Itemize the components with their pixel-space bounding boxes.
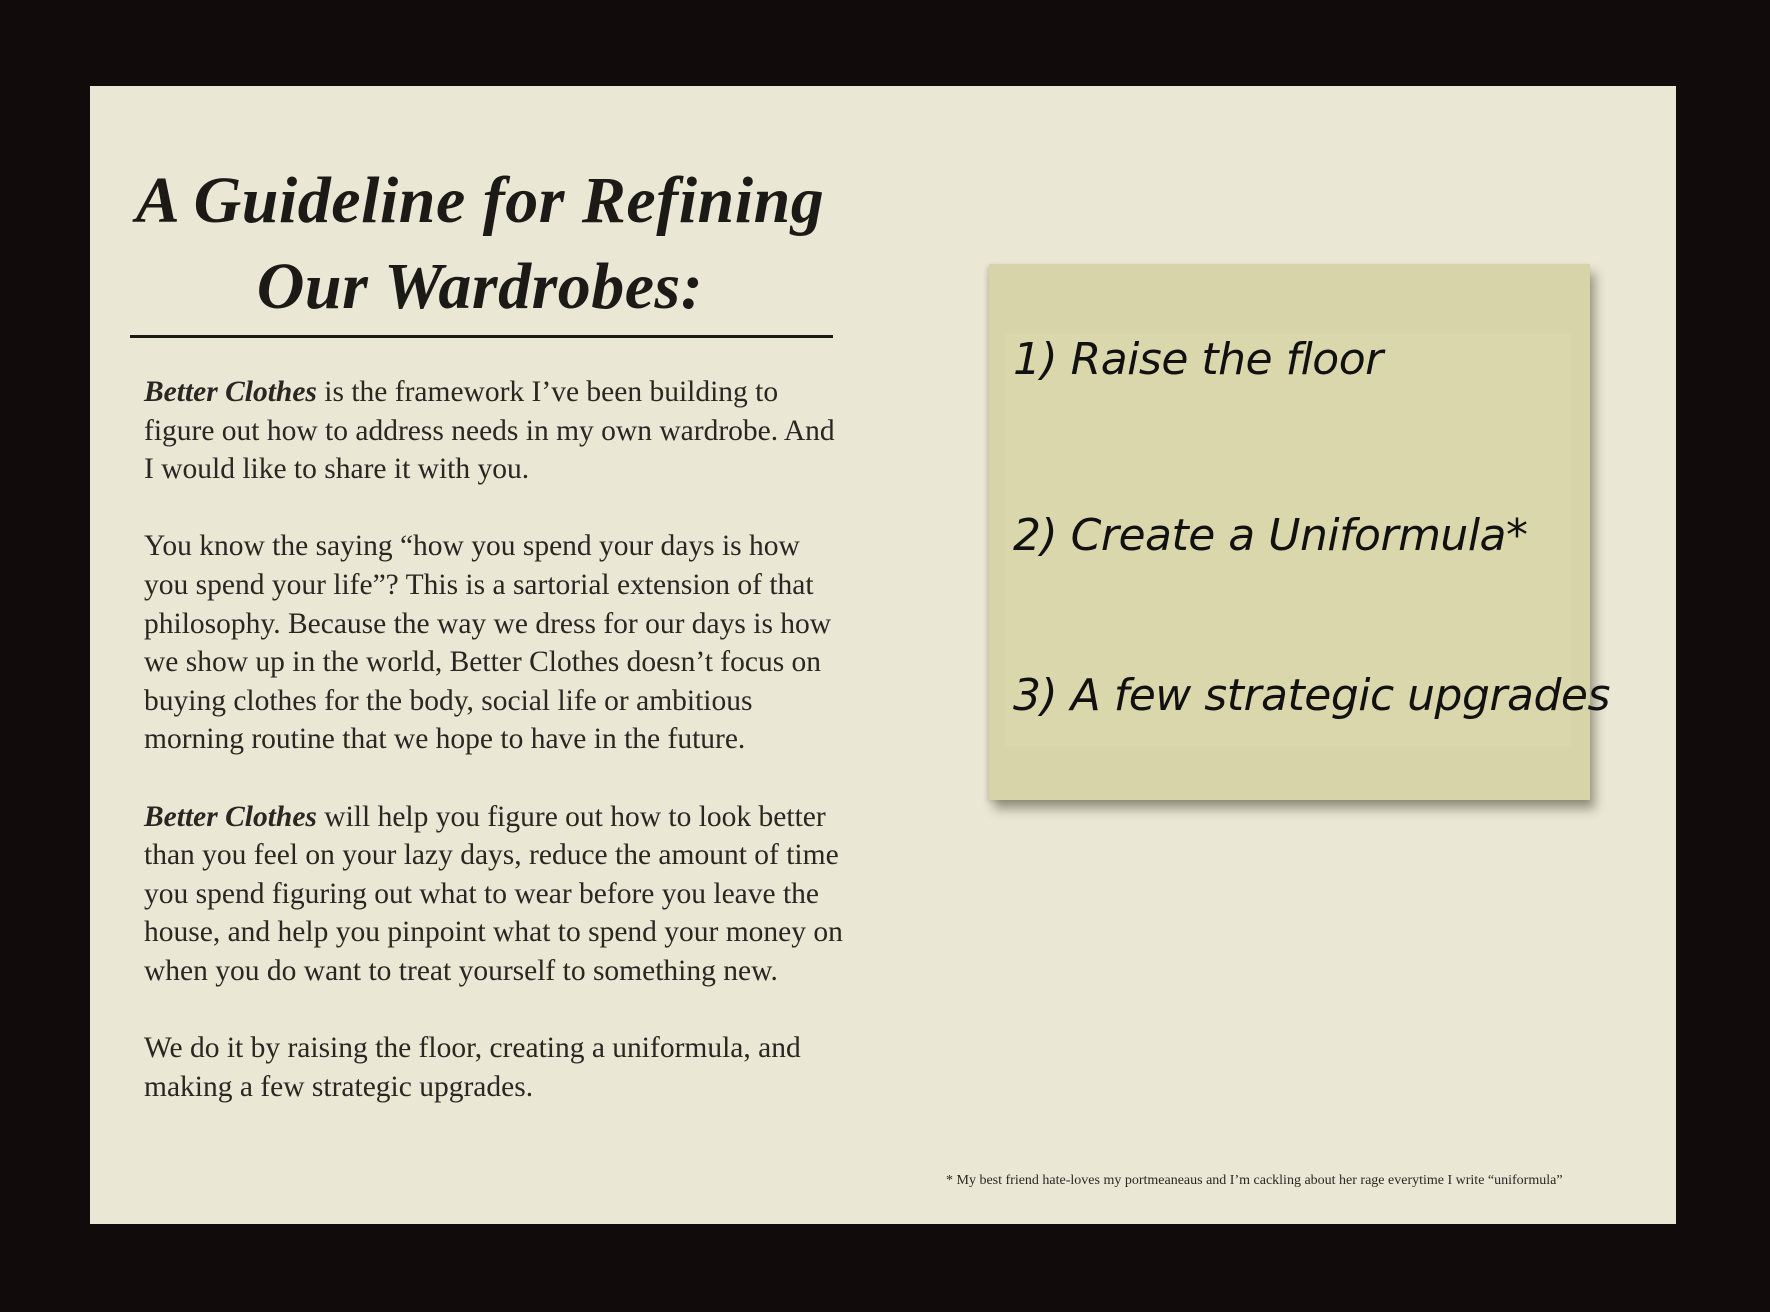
paragraph-method: We do it by raising the floor, creating a uniformula, and making a few strategic upgrades. — [144, 1032, 801, 1103]
paragraph-intro-text: is the framework I’ve been building to figure out how to address needs in my own wardrobe. And I would like to share it with you. — [144, 376, 835, 486]
paragraph-intro-emphasis: Better Clothes — [144, 376, 317, 408]
paragraph-intro — [144, 373, 844, 489]
paragraph-philosophy: You know the saying “how you spend your days is how you spend your life”? This is a sartorial extension of that philosophy. Because the way we dress for our days is how we show up in the world, Better Clothes doesn’t focus on buying clothes for the body, social life or ambitious morning routine that we hope to have in the future. — [144, 530, 832, 756]
title-line-1: A Guideline for Refining — [135, 164, 825, 237]
footnote: * My best friend hate-loves my portmeaneaus and I’m cackling about her rage everytime I write “uniformula” — [946, 1173, 1563, 1188]
sticky-note-item-3: 3) A few strategic upgrades — [1013, 670, 1610, 721]
sticky-note — [989, 264, 1610, 800]
sticky-note-item-1: 1) Raise the floor — [1013, 334, 1383, 385]
page-title — [130, 158, 830, 330]
paragraph-benefits-emphasis: Better Clothes — [144, 800, 317, 833]
paragraph-benefits-text: will help you figure out how to look better than you feel on your lazy days, reduce the amount of time you spend figuring out what to wear before you leave the house, and help you pinpoint what to spend your money on when you do want to treat yourself to something new. — [144, 800, 843, 987]
document-page — [90, 86, 1676, 1224]
title-divider — [130, 335, 833, 338]
title-line-2: Our Wardrobes: — [256, 250, 704, 323]
body-text-column — [144, 373, 844, 1145]
paragraph-benefits — [144, 798, 844, 991]
sticky-note-item-2: 2) Create a Uniformula* — [1013, 510, 1528, 561]
